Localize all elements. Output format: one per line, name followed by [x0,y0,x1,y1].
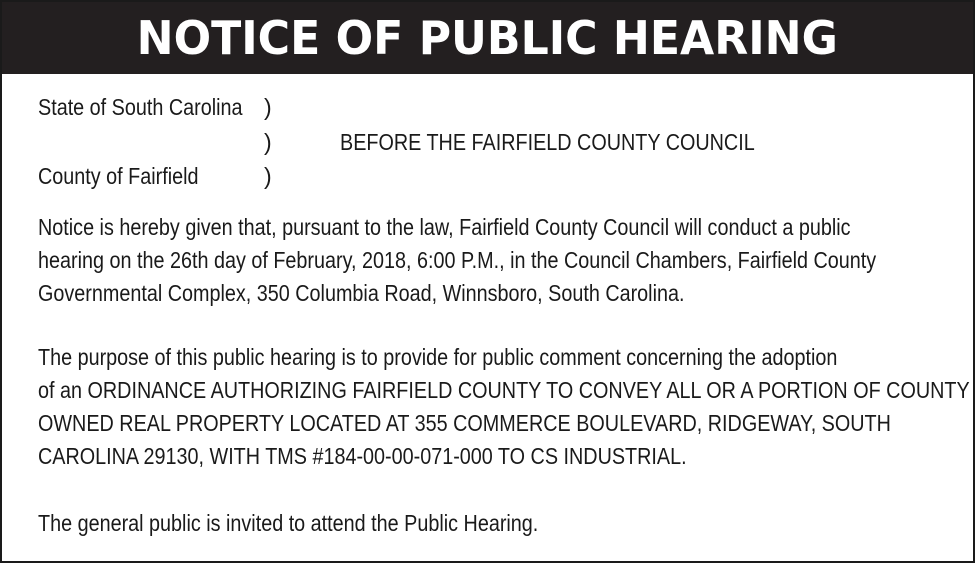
caption-county-row [38,163,272,193]
paragraph-2-line-3: OWNED REAL PROPERTY LOCATED AT 355 COMMERCE BOULEVARD, RIDGEWAY, SOUTH [38,410,891,436]
notice-paragraph-1 [38,211,932,310]
notice-title: NOTICE OF PUBLIC HEARING [136,11,839,65]
caption-state-row [38,94,276,124]
caption-state: State of South Carolina [38,94,243,120]
caption-before-council: BEFORE THE FAIRFIELD COUNTY COUNCIL [340,129,755,155]
caption-county: County of Fairfield [38,163,199,189]
paragraph-1-line-1: Notice is hereby given that, pursuant to the law, Fairfield County Council will conduct a public [38,214,851,240]
title-banner [2,2,973,74]
notice-paragraph-2 [38,341,970,473]
paragraph-2-line-4: CAROLINA 29130, WITH TMS #184-00-00-071-000 TO CS INDUSTRIAL. [38,443,687,469]
paragraph-2-line-2: of an ORDINANCE AUTHORIZING FAIRFIELD COUNTY TO CONVEY ALL OR A PORTION OF COUNTY [38,377,970,403]
caption-paren-2: ) [264,129,272,155]
paragraph-1-line-3: Governmental Complex, 350 Columbia Road, Winnsboro, South Carolina. [38,280,685,306]
paragraph-3-line-1: The general public is invited to attend the Public Hearing. [38,510,539,536]
caption-paren-3: ) [264,163,272,189]
notice-paragraph-3 [38,507,932,540]
caption-paren-1: ) [264,94,272,120]
paragraph-1-line-2: hearing on the 26th day of February, 2018, 6:00 P.M., in the Council Chambers, Fairfield County [38,247,877,273]
paragraph-2-line-1: The purpose of this public hearing is to provide for public comment concerning the adoption [38,344,838,370]
